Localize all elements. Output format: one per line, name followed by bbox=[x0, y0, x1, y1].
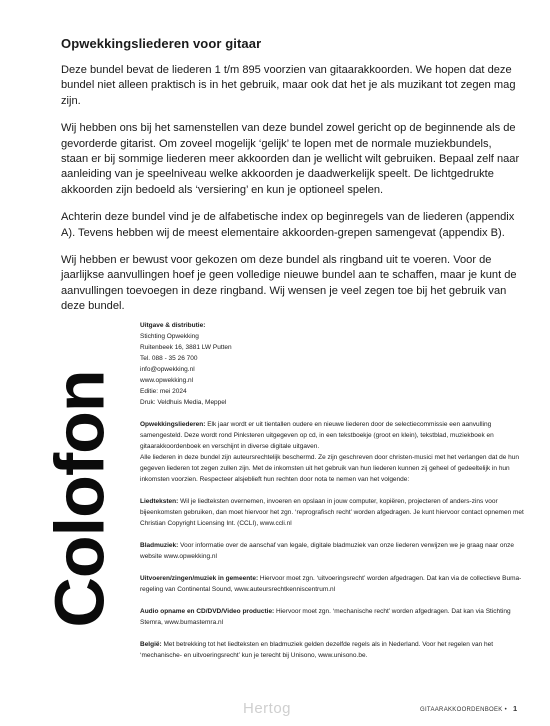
intro-title: Opwekkingsliederen voor gitaar bbox=[61, 36, 262, 51]
intro-paragraph: Achterin deze bundel vind je de alfabetische index op beginregels van de liederen (appendix A). Tevens hebben wij de meest elementaire akkoorden-grepen samengevat (appendix B). bbox=[61, 211, 515, 239]
credit-section-heading: Bladmuziek: bbox=[140, 542, 179, 549]
colofon-heading-text: Colofon bbox=[41, 370, 120, 628]
credit-section-heading: Uitvoeren/zingen/muziek in gemeente: bbox=[140, 575, 259, 582]
credit-section bbox=[140, 639, 530, 661]
credit-section bbox=[140, 606, 530, 628]
publisher-line: Tel. 088 - 35 26 700 bbox=[140, 355, 198, 362]
intro-paragraph: Deze bundel bevat de liederen 1 t/m 895 voorzien van gitaarakkoorden. We hopen dat deze bundel niet alleen praktisch is in het gebruik, maar ook dat het je als muzikant tot zegen mag zijn. bbox=[61, 64, 516, 107]
publisher-line: Druk: Veldhuis Media, Meppel bbox=[140, 399, 227, 406]
credit-section-text: Hiervoor moet zgn. ‘mechanische recht’ worden afgedragen. Dat kan via Stichting Stemra, www.bumastemra.nl bbox=[140, 608, 511, 626]
credit-section bbox=[140, 419, 530, 485]
credit-section-text: Met betrekking tot het liedteksten en bladmuziek gelden dezelfde regels als in Nederland. Voor het regelen van het ‘mechanische- en uitvoeringsrecht’ kun je terecht bij Unisono, www.unisono.be. bbox=[140, 641, 494, 659]
credit-section-text: Alle liederen in deze bundel zijn auteursrechtelijk beschermd. Ze zijn geschreven door christen-musici met het verlangen dat de hun gegeven liederen tot zegen zullen zijn. Met de inkomsten uit het gebruik van hun liederen kunnen zij geheel of gedeeltelijk in hun inkomsten voorzien. Respecteer alsjeblieft hun rechten door nota te nemen van het volgende: bbox=[140, 454, 520, 483]
publisher-block bbox=[140, 320, 530, 408]
footer-label: GITAARAKKOORDENBOEK bbox=[420, 707, 503, 713]
publisher-website: www.opwekking.nl bbox=[140, 377, 194, 384]
publisher-line: Ruitenbeek 16, 3881 LW Putten bbox=[140, 344, 232, 351]
credit-section-heading: Liedteksten: bbox=[140, 498, 179, 505]
credit-section-heading: Audio opname en CD/DVD/Video productie: bbox=[140, 608, 275, 615]
credit-section bbox=[140, 540, 530, 562]
footer-separator: • bbox=[504, 707, 507, 713]
publisher-line: Editie: mei 2024 bbox=[140, 388, 187, 395]
credit-section bbox=[140, 496, 530, 529]
credit-section-text: Elk jaar wordt er uit tientallen oudere en nieuwe liederen door de selectiecommissie een aanvulling samengesteld. Deze wordt rond Pinksteren uitgegeven op cd, in een tekstboekje (groot en klein), tekstblad, muziekboek en gitaarakkoordenboek en verschijnt in diverse digitale uitgaven. bbox=[140, 421, 494, 450]
intro-paragraph: Wij hebben ons bij het samenstellen van deze bundel zowel gericht op de beginnende als de gevorderde gitarist. Om zoveel mogelijk ‘gelijk’ te lopen met de normale muziekbundels, staan er bij sommige liederen meer akkoorden dan je wellicht wilt gebruiken. Bepaal zelf naar aanleiding van je speelniveau welke akkoorden je daadwerkelijk speelt. De lichtgedrukte akkoorden zijn bedoeld als ‘versiering’ en kun je optioneel spelen. bbox=[61, 122, 520, 196]
publisher-line: Stichting Opwekking bbox=[140, 333, 199, 340]
page-footer bbox=[420, 704, 517, 713]
publisher-email: info@opwekking.nl bbox=[140, 366, 195, 373]
credit-section-heading: België: bbox=[140, 641, 162, 648]
credit-section-text: Wil je liedteksten overnemen, invoeren en opslaan in jouw computer, kopiëren, projecteren of anders-zins voor bijeenkomsten gebruiken, dan moet hiervoor het zgn. ‘reprografisch recht’ worden afgedragen. Je kunt hiervoor contact opnemen met Christian Copyright Licensing Int. (CCLI), www.ccli.nl bbox=[140, 498, 524, 527]
credit-section-text: Voor informatie over de aanschaf van legale, digitale bladmuziek van onze liederen verwijzen we je graag naar onze website www.opwekking.nl bbox=[140, 542, 514, 560]
intro-paragraph: Wij hebben er bewust voor gekozen om deze bundel als ringband uit te voeren. Voor de jaarlijkse aanvullingen hoef je geen volledige nieuwe bundel aan te schaffen, maar je kunt de aanvullingen toevoegen in deze ringband. Wij wensen je veel zegen toe bij het gebruik van deze bundel. bbox=[61, 254, 517, 313]
publisher-heading: Uitgave & distributie: bbox=[140, 322, 206, 329]
credit-section bbox=[140, 573, 530, 595]
credit-section-heading: Opwekkingsliederen: bbox=[140, 421, 206, 428]
page-number: 1 bbox=[512, 704, 518, 713]
intro-section bbox=[61, 36, 521, 327]
watermark: Hertog bbox=[243, 700, 292, 717]
credit-section-text: Hiervoor moet zgn. ‘uitvoeringsrecht’ worden afgedragen. Dat kan via de collectieve Buma-regeling van Continental Sound, www.auteursrechtkenniscentrum.nl bbox=[140, 575, 522, 593]
colofon-heading bbox=[41, 313, 120, 685]
colofon-credits bbox=[140, 320, 530, 672]
